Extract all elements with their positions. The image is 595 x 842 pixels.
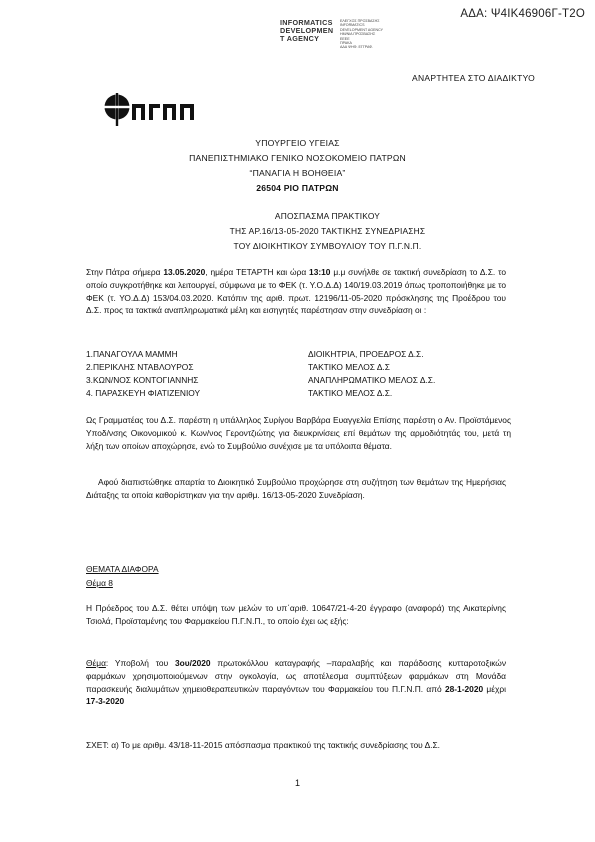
member-name: 1.ΠΑΝΑΓΟΥΛΑ ΜΑΜΜΗ: [86, 349, 178, 359]
pgnp-logo-icon: [104, 93, 198, 127]
related-paragraph: ΣΧΕΤ: α) Το με αριθμ. 43/18-11-2015 απόσπασμα πρακτικού της τακτικής συνεδρίασης του Δ.Σ.: [86, 740, 440, 750]
subject-paragraph: [86, 657, 506, 708]
member-row: [86, 362, 506, 375]
internet-publish-label: ΑΝΑΡΤΗΤΕΑ ΣΤΟ ΔΙΑΔΙΚΤΥΟ: [411, 73, 535, 83]
ida-detail-line: ΕΕΕΕ: [340, 36, 350, 41]
topic-item: Θέμα 8: [86, 578, 113, 588]
ida-stamp: [280, 18, 384, 50]
president-paragraph: Η Πρόεδρος του Δ.Σ. θέτει υπόψη των μελών το υπ΄αριθ. 10647/21-4-20 έγγραφο (αναφορά) της Αικατερίνης Τσιολά, Προϊσταμένης του Φαρμακείου Π.Γ.Ν.Π., το οποίο έχει ως εξής:: [86, 603, 506, 626]
ida-detail-line: DEVELOPMENT AGENCY: [340, 27, 384, 32]
subject-text: μέχρι: [483, 683, 506, 694]
secretary-paragraph: Ως Γραμματέας του Δ.Σ. παρέστη η υπάλληλος Συρίγου Βαρβάρα Ευαγγελία Επίσης παρέστη ο Αν. Προϊστάμενος Υποδ/νσης Οικονομικού κ. Κων/νος Γεροντζιώτης για διευκρινίσεις επί θεμάτων της αρμοδιότητάς του, μετά τη λήξη των οποίων αποχώρησε, ενώ το Συμβούλιο συνέχισε με τα υπόλοιπα θέματα.: [86, 415, 511, 451]
ida-detail-line: ΗΜ/ΝΙΑ ΠΡΟΣΒΑΣΗΣ: [340, 32, 376, 37]
ida-title-line: INFORMATICS: [280, 18, 333, 27]
member-role: ΤΑΚΤΙΚΟ ΜΕΛΟΣ Δ.Σ.: [308, 388, 393, 398]
member-role: ΑΝΑΠΛΗΡΩΜΑΤΙΚΟ ΜΕΛΟΣ Δ.Σ.: [308, 375, 436, 385]
hospital-title: ΠΑΝΕΠΙΣΤΗΜΙΑΚΟ ΓΕΝΙΚΟ ΝΟΣΟΚΟΜΕΙΟ ΠΑΤΡΩΝ: [189, 153, 406, 163]
end-date: 17-3-2020: [86, 696, 125, 707]
meeting-date: 13.05.2020: [163, 267, 206, 277]
ida-detail-line: ΠΡΑΚΑ: [340, 41, 352, 46]
meeting-time: 13:10: [309, 267, 331, 277]
hospital-address: 26504 ΡΙΟ ΠΑΤΡΩΝ: [256, 183, 339, 193]
protocol-number: 3ου/2020: [174, 658, 211, 668]
extract-title: ΑΠΟΣΠΑΣΜΑ ΠΡΑΚΤΙΚΟΥ: [274, 211, 381, 221]
ida-detail-line: ΑΔΑ ΨΗΦ. ΕΓΓΡΑΦ.: [340, 45, 374, 50]
member-name: 3.ΚΩΝ/ΝΟΣ ΚΟΝΤΟΓΙΑΝΝΗΣ: [86, 375, 199, 385]
topics-heading: ΘΕΜΑΤΑ ΔΙΑΦΟΡΑ: [86, 564, 159, 574]
member-name: 4. ΠΑΡΑΣΚΕΥΗ ΦΙΑΤΙΖΕΝΙΟΥ: [86, 388, 201, 398]
ministry-title: ΥΠΟΥΡΓΕΙΟ ΥΓΕΙΑΣ: [255, 138, 340, 148]
board-title: ΤΟΥ ΔΙΟΙΚΗΤΙΚΟΥ ΣΥΜΒΟΥΛΙΟΥ ΤΟΥ Π.Γ.Ν.Π.: [233, 241, 422, 251]
ida-detail-line: ΕΛΕΓΧΟΣ ΠΡΟΣΒΑΣΗΣ: [340, 19, 380, 23]
subject-label: Θέμα: [86, 658, 106, 668]
intro-paragraph: [86, 266, 506, 317]
member-role: ΤΑΚΤΙΚΟ ΜΕΛΟΣ Δ.Σ: [308, 362, 390, 372]
start-date: 28-1-2020: [444, 683, 484, 694]
member-row: [86, 375, 506, 388]
ada-code: ΑΔΑ: Ψ4ΙΚ46906Γ-Τ2Ο: [460, 8, 585, 20]
member-row: [86, 388, 506, 401]
ida-stamp-details: [340, 19, 410, 50]
ida-title-line: T AGENCY: [280, 34, 320, 43]
intro-text: Στην Πάτρα σήμερα: [86, 267, 164, 277]
subject-text: πρωτοκόλλου καταγραφής –παραλαβής και παράδοσης κυτταροτοξικών φαρμάκων χρησιμοποιούμενων στην ογκολογία, ως αποτέλεσμα συμπτύξεων φαρμάκων στη Μονάδα παρασκευής διαλυμάτων χημειοθεραπευτικών παραγόντων του Φαρμακείου του Π.Γ.Ν.Π. από: [86, 658, 507, 694]
member-role: ΔΙΟΙΚΗΤΡΙΑ, ΠΡΟΕΔΡΟΣ Δ.Σ.: [308, 349, 424, 359]
session-title: ΤΗΣ ΑΡ.16/13-05-2020 ΤΑΚΤΙΚΗΣ ΣΥΝΕΔΡΙΑΣΗΣ: [229, 226, 426, 236]
member-row: [86, 349, 506, 362]
intro-text: μ.μ συνήλθε σε τακτική συνεδρίαση το Δ.Σ. το οποίο συγκροτήθηκε και λειτουργεί, σύμφωνα με το ΦΕΚ (τ. Υ.Ο.Δ.Δ) 140/19.03.2019 όπως τροποποιήθηκε με το ΦΕΚ (τ. ΥΟ.Δ.Δ) 153/04.03.2020. Κατόπιν της αριθ. πρωτ. 12196/11-05-2020 πρόσκλησης της Προέδρου του Δ.Σ. προς τα τακτικά αναπληρωματικά μέλη και εισηγητές παρέστησαν στην συνεδρίαση οι :: [86, 267, 506, 316]
ida-title-line: DEVELOPMEN: [280, 26, 334, 35]
quorum-paragraph: Αφού διαπιστώθηκε απαρτία το Διοικητικό Συμβούλιο προχώρησε στη συζήτηση των θεμάτων της Ημερήσιας Διάταξης τα οποία καθορίστηκαν για την αριθμ. 16/13-05-2020 Συνεδρίαση.: [86, 477, 506, 500]
hospital-name: “ΠΑΝΑΓΙΑ Η ΒΟΗΘΕΙΑ”: [249, 168, 346, 178]
intro-text: , ημέρα ΤΕΤΑΡΤΗ και ώρα: [205, 267, 310, 277]
member-name: 2.ΠΕΡΙΚΛΗΣ ΝΤΑΒΛΟΥΡΟΣ: [86, 362, 194, 372]
ida-detail-line: INFORMATICS: [340, 23, 365, 28]
page-number: 1: [294, 778, 300, 788]
subject-text: : Υποβολή του: [105, 658, 175, 668]
